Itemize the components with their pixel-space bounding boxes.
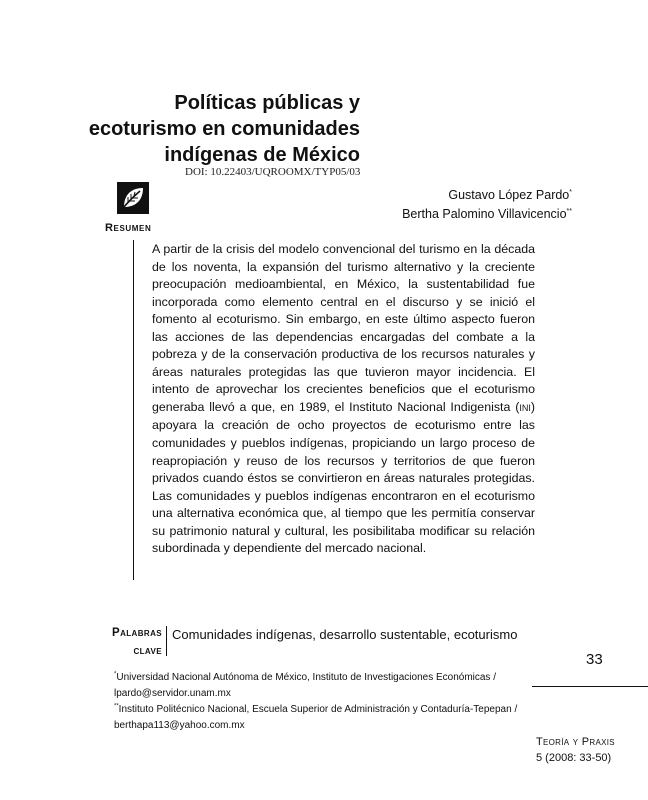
doi: DOI: 10.22403/UQROOMX/TYP05/03: [185, 166, 361, 178]
footnote-line: Universidad Nacional Autónoma de México, Instituto de Investigaciones Económicas /: [116, 672, 496, 683]
title-line: Políticas públicas y: [174, 92, 360, 114]
abstract-text-part: ) apoyara la creación de ocho proyectos de ecoturismo entre las comunidades y pueblos indígenas, propiciando un largo proceso de reapropiación y reuso de los recursos y territorios de que fueron privados cuando éstos se convirtieron en áreas naturales protegidas. Las comunidades y pueblos indígenas encontraron en el ecoturismo una alternativa económica que, al tiempo que les permitía conservar su patrimonio natural y cultural, les posibilitaba modificar su relación subordinada y dependiente del mercado nacional.: [152, 399, 535, 556]
abstract-text-part: A partir de la crisis del modelo convencional del turismo en la década de los noventa, la expansión del turismo alternativo y la creciente preocupación medioambiental, en México, la sustentabilidad fue incorporada como elemento central en el discurso y se inició el fomento al ecoturismo. Sin embargo, en este último aspecto fueron las acciones de las dependencias encargadas del combate a la pobreza y de la conservación productiva de los recursos naturales y áreas naturales protegidas las que tuvieron mayor incidencia. El intento de aprovechar los crecientes beneficios que el ecoturismo generaba llevó a que, en 1989, el Instituto Nacional Indigenista (: [152, 242, 535, 414]
abstract-text: [152, 241, 535, 558]
journal-issue: 5 (2008: 33-50): [536, 752, 612, 764]
footnote: [114, 702, 534, 718]
author-name: Gustavo López Pardo: [448, 188, 570, 202]
author-mark: **: [566, 207, 572, 215]
page-number: 33: [586, 651, 603, 668]
keywords-text: Comunidades indígenas, desarrollo sustentable, ecoturismo: [172, 627, 518, 642]
abstract-abbreviation: INI: [519, 402, 531, 413]
footnote-email: berthapa113@yahoo.com.mx: [114, 720, 245, 731]
author-name: Bertha Palomino Villavicencio: [402, 207, 567, 221]
footnote-email: lpardo@servidor.unam.mx: [114, 688, 231, 699]
footnote-mark: *: [114, 671, 117, 678]
journal-name: Teoría y Praxis: [536, 736, 615, 748]
abstract-label: Resumen: [105, 222, 152, 234]
footnotes: [114, 670, 534, 734]
abstract-divider: [133, 240, 134, 580]
author-mark: *: [569, 188, 572, 196]
keywords-label-line: clave: [133, 645, 162, 657]
article-title: [30, 90, 360, 168]
journal-info: [536, 734, 615, 766]
leaf-icon: [117, 182, 149, 214]
footnote-mark: **: [114, 703, 119, 710]
page-number-rule: [532, 686, 648, 687]
title-line: ecoturismo en comunidades: [88, 118, 360, 140]
footnote: [114, 670, 534, 686]
author: [402, 186, 572, 205]
author-list: [402, 186, 572, 224]
keywords-label-line: Palabras: [112, 627, 162, 639]
keywords-label: [98, 624, 162, 660]
keywords-divider: [166, 626, 167, 656]
footnote-line: Instituto Politécnico Nacional, Escuela Superior de Administración y Contaduría-Tepepan /: [118, 704, 518, 715]
author: [402, 205, 572, 224]
title-line: indígenas de México: [164, 144, 360, 166]
